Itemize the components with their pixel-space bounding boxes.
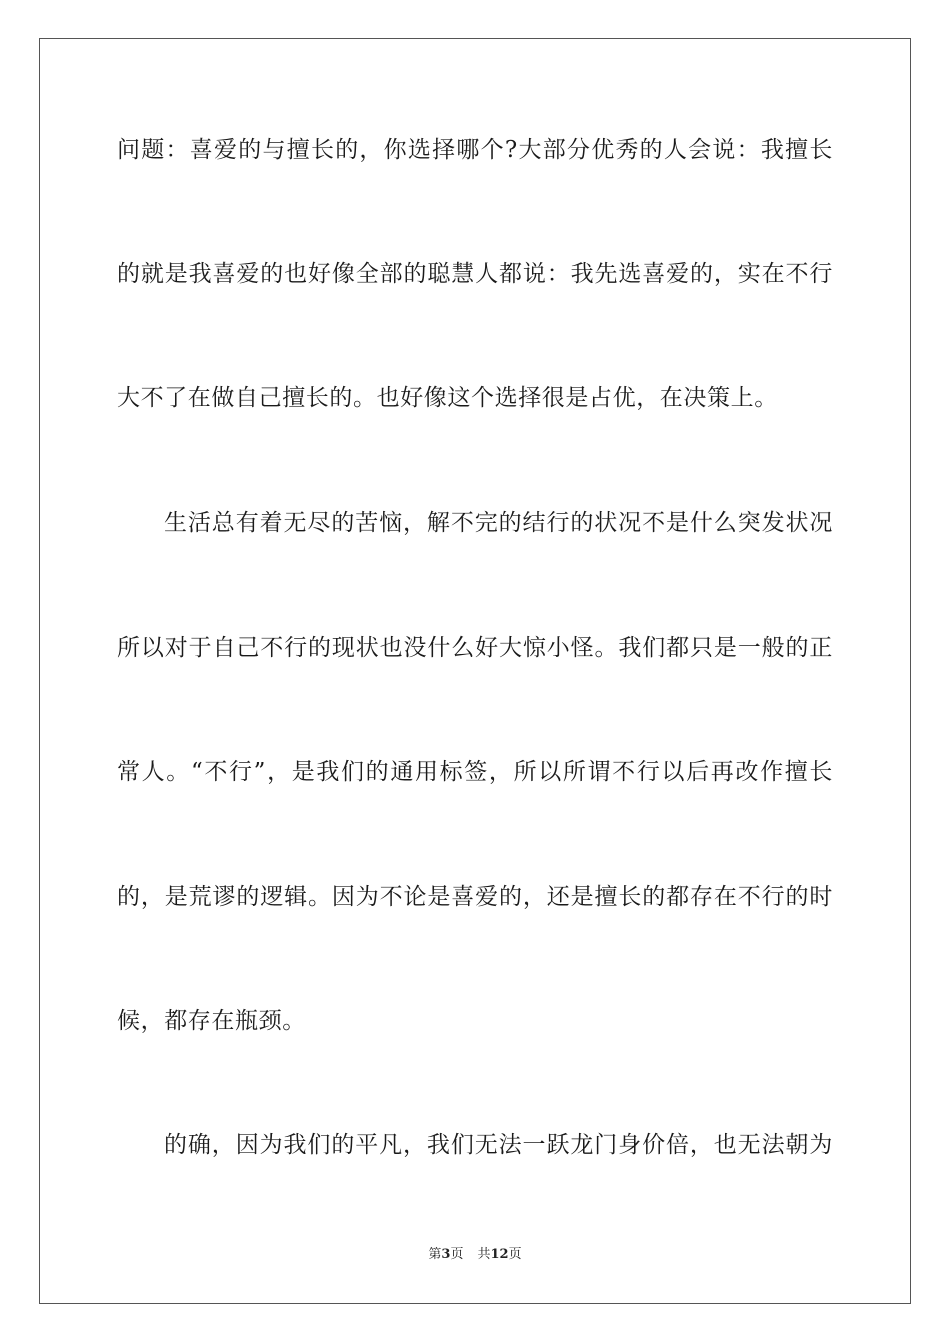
text-line: 所以对于自己不行的现状也没什么好大惊小怪。我们都只是一般的正 xyxy=(117,635,833,661)
total-pages: 12 xyxy=(490,1247,509,1262)
page-prefix: 第 xyxy=(428,1247,442,1262)
total-prefix: 共 xyxy=(477,1247,491,1262)
page-number: 3 xyxy=(441,1247,451,1262)
text-line: 候，都存在瓶颈。 xyxy=(117,1008,306,1034)
paragraph-first-line: 生活总有着无尽的苦恼，解不完的结行的状况不是什么突发状况 xyxy=(164,510,833,536)
page-suffix: 页 xyxy=(450,1247,464,1262)
text-line: 的，是荒谬的逻辑。因为不论是喜爱的，还是擅长的都存在不行的时 xyxy=(117,884,833,910)
text-line: 大不了在做自己擅长的。也好像这个选择很是占优，在决策上。 xyxy=(117,385,778,411)
paragraph-first-line: 的确，因为我们的平凡，我们无法一跃龙门身价倍，也无法朝为 xyxy=(164,1132,833,1158)
page-border xyxy=(39,38,911,1304)
text-line: 问题：喜爱的与擅长的，你选择哪个?大部分优秀的人会说：我擅长 xyxy=(117,137,833,163)
page-footer xyxy=(0,1246,950,1264)
text-line: 常人。“不行”，是我们的通用标签，所以所谓不行以后再改作擅长 xyxy=(117,759,833,785)
total-suffix: 页 xyxy=(508,1247,522,1262)
text-line: 的就是我喜爱的也好像全部的聪慧人都说：我先选喜爱的，实在不行 xyxy=(117,261,833,287)
